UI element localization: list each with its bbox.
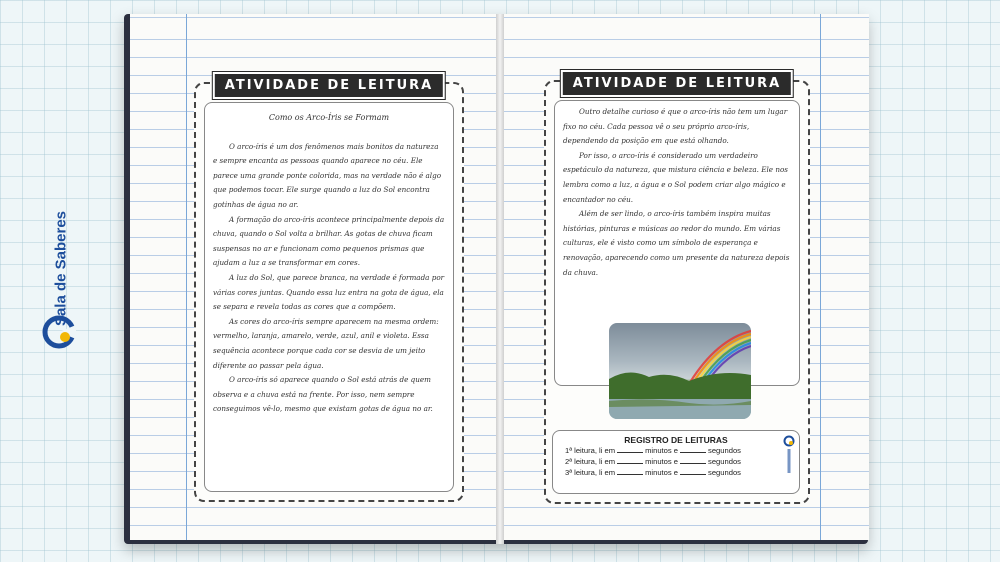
seconds-blank[interactable] (680, 452, 706, 453)
notebook-spine (496, 14, 504, 544)
right-banner: ATIVIDADE DE LEITURA (561, 70, 793, 97)
paragraph: O arco-íris é um dos fenômenos mais bonitos da natureza e sempre encanta as pessoas quando aparece no céu. Ele parece uma grande ponte colorida, mas na verdade não é algo que podemos tocar. Ele surge quando a luz do Sol encontra gotinhas de água no ar. (213, 141, 442, 209)
registry-row (565, 445, 799, 456)
paragraph: As cores do arco-íris sempre aparecem na mesma ordem: vermelho, laranja, amarelo, verde, azul, anil e violeta. Essa sequência acontece porque cada cor se desvia de um jeito diferente ao passar pela água. (213, 316, 439, 370)
reading-registry (552, 430, 800, 494)
paragraph: A formação do arco-íris acontece principalmente depois da chuva, quando o Sol volta a brilhar. As gotas de chuva ficam suspensas no ar e funcionam como pequenos prismas que ajudam a luz a se transformar em cores. (213, 214, 445, 268)
registry-seconds-label: segundos (708, 457, 741, 466)
paragraph: A luz do Sol, que parece branca, na verdade é formada por várias cores juntas. Quando essa luz entra na gota de água, ela se separa e revela todas as cores que a compõem. (213, 272, 445, 312)
registry-row-label: 3ª leitura, li em (565, 468, 616, 477)
minutes-blank[interactable] (617, 452, 643, 453)
rainbow-photo-icon (609, 323, 751, 419)
paragraph: Outro detalhe curioso é que o arco-íris não tem um lugar fixo no céu. Cada pessoa vê o seu próprio arco-íris, dependendo da posição em que está olhando. (563, 107, 788, 146)
left-text-box (204, 102, 454, 492)
brand-name: Sala de Saberes (52, 210, 70, 327)
registry-seconds-label: segundos (708, 468, 741, 477)
right-text-box (554, 100, 800, 386)
seconds-blank[interactable] (680, 463, 706, 464)
brand-logo-icon (42, 315, 76, 349)
right-reading-card (544, 76, 810, 504)
left-reading-card (194, 78, 464, 502)
brand-watermark (38, 210, 88, 350)
notebook (124, 14, 868, 544)
paragraph: O arco-íris só aparece quando o Sol está atrás de quem observa e a chuva está na frente. Por isso, nem sempre conseguimos vê-lo, mesmo que existam gotas de água no ar. (213, 375, 433, 414)
registry-logo-icon (783, 435, 795, 475)
paragraph: Além de ser lindo, o arco-íris também inspira muitas histórias, pinturas e músicas ao redor do mundo. Em várias culturas, ele é visto como um símbolo de esperança e renovação, aparecendo como um presente da natureza depois da chuva. (563, 209, 790, 277)
registry-row (565, 467, 799, 478)
registry-minutes-label: minutos e (645, 457, 679, 466)
minutes-blank[interactable] (617, 474, 643, 475)
registry-row-label: 2ª leitura, li em (565, 457, 616, 466)
registry-minutes-label: minutos e (645, 468, 679, 477)
left-banner: ATIVIDADE DE LEITURA (213, 72, 445, 99)
paragraph: Por isso, o arco-íris é considerado um verdadeiro espetáculo da natureza, que mistura ciência e beleza. Ele nos lembra como a luz, a água e o Sol podem criar algo mágico e encantador no céu. (563, 150, 788, 204)
registry-row (565, 456, 799, 467)
registry-title: REGISTRO DE LEITURAS (624, 435, 728, 445)
seconds-blank[interactable] (680, 474, 706, 475)
registry-row-label: 1ª leitura, li em (565, 446, 616, 455)
registry-seconds-label: segundos (708, 446, 741, 455)
rainbow-photo (609, 323, 751, 419)
minutes-blank[interactable] (617, 463, 643, 464)
story-title: Como os Arco-Íris se Formam (268, 113, 390, 122)
registry-minutes-label: minutos e (645, 446, 679, 455)
